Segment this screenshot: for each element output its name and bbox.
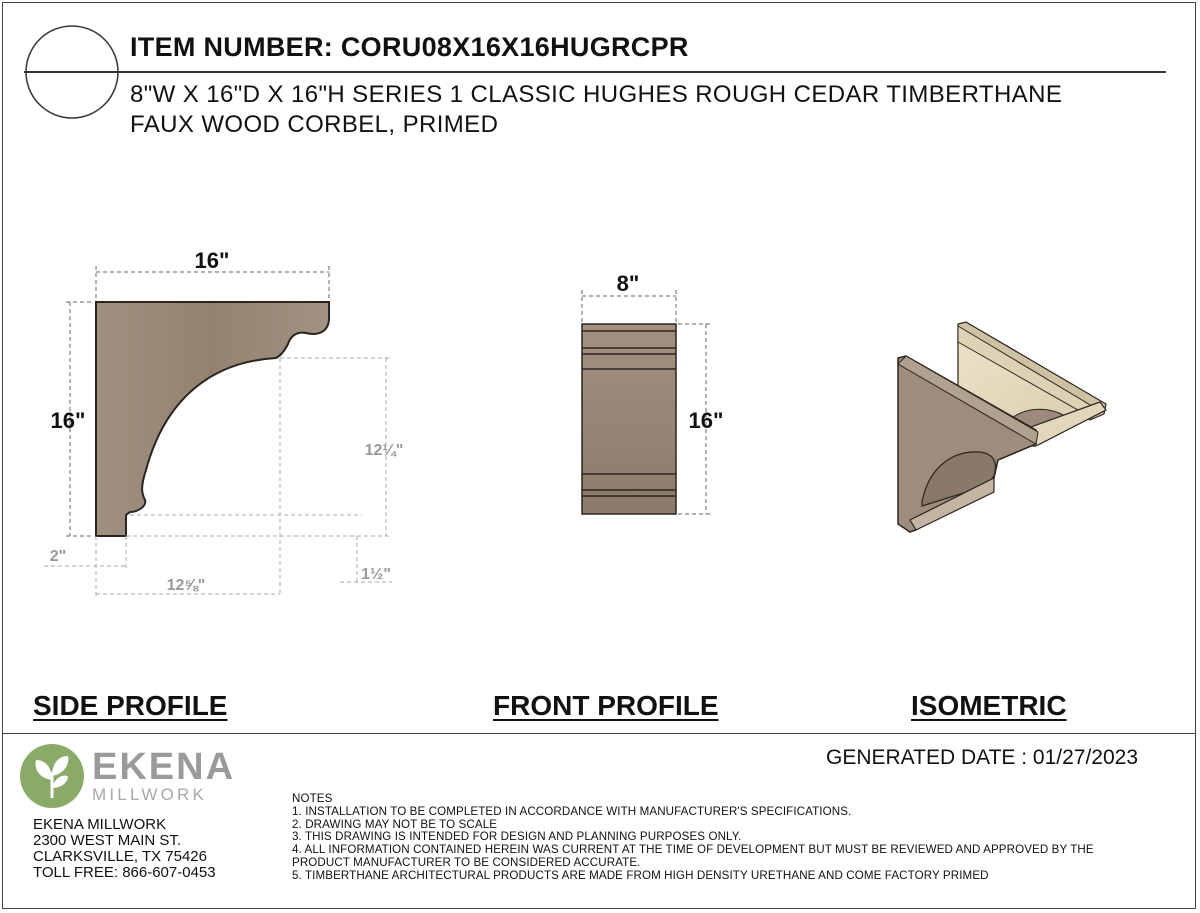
front-profile-label: FRONT PROFILE (493, 690, 719, 721)
front-width-dim: 8" (616, 271, 640, 296)
brand-subtitle: MILLWORK (92, 785, 208, 804)
side-profile-label: SIDE PROFILE (33, 690, 228, 721)
note-line: 4. ALL INFORMATION CONTAINED HEREIN WAS CURRENT AT THE TIME OF DEVELOPMENT BUT MUST BE REVIEWED AND APPROVED BY THE (292, 843, 1094, 857)
company-name: EKENA MILLWORK (33, 816, 167, 833)
street-address: 2300 WEST MAIN ST. (33, 832, 182, 849)
toll-free-phone: TOLL FREE: 866-607-0453 (33, 864, 216, 881)
note-line: 3. THIS DRAWING IS INTENDED FOR DESIGN AND PLANNING PURPOSES ONLY. (292, 830, 742, 844)
generated-date: GENERATED DATE : 01/27/2023 (826, 746, 1139, 769)
side-base-height-dim: 1½" (361, 566, 391, 583)
side-width-dim: 16" (194, 248, 230, 273)
isometric-label: ISOMETRIC (911, 690, 1067, 721)
note-line: 2. DRAWING MAY NOT BE TO SCALE (292, 817, 498, 831)
description-line-1: 8"W X 16"D X 16"H SERIES 1 CLASSIC HUGHES ROUGH CEDAR TIMBERTHANE (130, 81, 1063, 108)
notes-title: NOTES (292, 792, 333, 805)
note-line: 5. TIMBERTHANE ARCHITECTURAL PRODUCTS ARE MADE FROM HIGH DENSITY URETHANE AND COME FACTORY PRIMED (292, 868, 989, 882)
city-address: CLARKSVILLE, TX 75426 (33, 848, 207, 865)
note-line: 1. INSTALLATION TO BE COMPLETED IN ACCORDANCE WITH MANUFACTURER'S SPECIFICATIONS. (292, 804, 852, 818)
brand-name: EKENA (92, 746, 236, 788)
side-base-offset-dim: 2" (49, 548, 67, 565)
front-height-dim: 16" (688, 408, 724, 433)
note-line: PRODUCT MANUFACTURER TO BE CONSIDERED ACCURATE. (292, 855, 641, 869)
side-height-dim: 16" (50, 408, 86, 433)
notes-block (292, 793, 1094, 883)
ekena-leaf-icon (20, 744, 84, 808)
side-inner-width-dim: 12⅝" (166, 577, 206, 594)
description-line-2: FAUX WOOD CORBEL, PRIMED (130, 111, 499, 138)
side-inner-height-dim: 12¼" (364, 442, 404, 459)
item-number: ITEM NUMBER: CORU08X16X16HUGRCPR (130, 32, 689, 62)
